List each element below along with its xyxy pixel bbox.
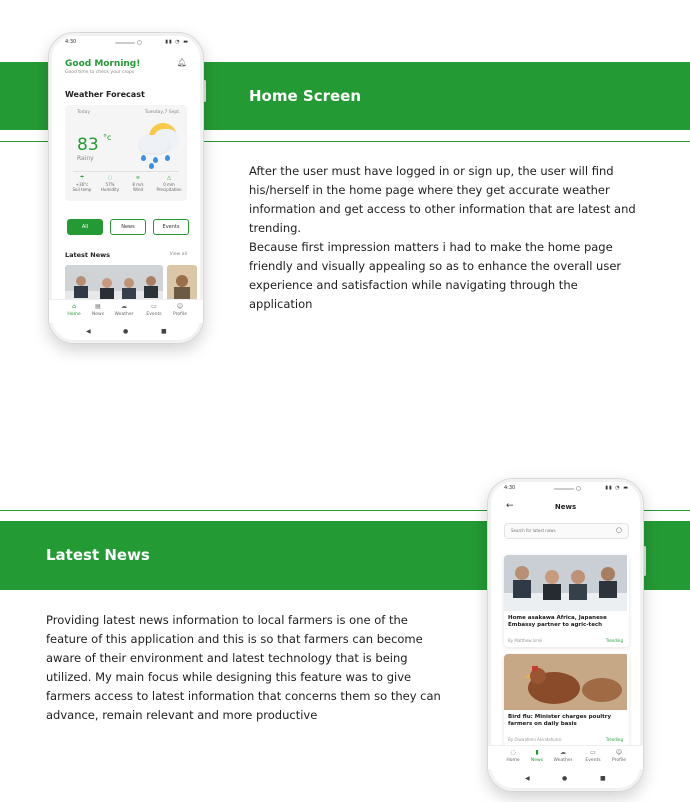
stat-soil-temp: ☂ +36°c Soil temp [69,176,95,193]
news-page-title: News [554,503,577,511]
weather-icon: ☁ [121,303,127,310]
profile-icon: ☺ [176,303,184,310]
back-icon[interactable]: ◀ [86,328,91,335]
filter-events-button[interactable]: Events [153,219,189,235]
news-icon: ▮ [535,749,539,756]
home-circle-icon[interactable]: ● [123,328,129,335]
wind-icon: ≋ [135,175,141,181]
weather-temperature: 83 [77,135,99,155]
news-icon: ▤ [95,303,101,310]
trending-badge: Trending [605,638,623,643]
weather-unit: °c [103,133,112,142]
trending-badge: Trending [605,737,623,742]
filter-news-button[interactable]: News [110,219,146,235]
news-card-byline: By Matthew Ismii [508,638,543,643]
nav-weather[interactable]: ☁ Weather [553,749,573,763]
home-screen-description [249,162,639,314]
search-input[interactable] [511,528,601,533]
weather-date: Tuesday,7 Sept [144,110,179,115]
news-card-byline: By Oluwafemi Akindahunsi [508,737,562,742]
back-arrow-icon[interactable]: ← [506,501,514,511]
news-thumbnail[interactable] [65,265,163,303]
news-thumbnail[interactable] [167,265,197,303]
notification-bell-icon[interactable]: 🔔︎ [176,58,187,67]
back-icon[interactable]: ◀ [525,775,530,782]
bottom-navigation [49,299,203,323]
signal-battery-icon: ▮▮ ◔ ▬ [605,485,629,491]
speaker-grille [554,488,574,490]
news-card-title: Home asakawa Africa, Japanese Embassy partner to agric-tech [508,615,607,628]
events-icon: ▭ [151,303,157,310]
raindrop-shape [165,155,170,161]
cloud-shape [139,135,169,153]
home-screen-paragraph-2: Because first impression matters i had to make the home page friendly and visually appealing so as to enhance the overall user experience and satisfaction while navigating through the application [249,240,622,311]
weather-forecast-title: Weather Forecast [65,90,145,99]
status-time: 4:30 [504,485,516,491]
nav-home[interactable]: ⌂ Home [63,303,85,319]
profile-icon: ☺ [615,749,623,756]
humidity-icon: ◌ [107,175,113,181]
nav-news[interactable]: ▤ News [87,303,109,319]
system-navigation [49,326,203,340]
recents-icon[interactable]: ■ [600,775,606,782]
latest-news-description: Providing latest news information to local farmers is one of the feature of this application and this is so that farmers can become aware of their environment and latest technology that is being utilized. My main focus while designing this feature was to give farmers access to latest information that concerns them so they can advance, remain relevant and more productive [46,613,441,722]
raindrop-shape [149,163,154,169]
search-icon[interactable]: ○ [615,526,622,534]
weather-icon: ☁ [560,749,566,756]
news-photo [167,265,197,303]
nav-news[interactable]: ▮ News [526,749,548,765]
status-bar [49,39,203,47]
greeting-subtitle: Good time to check your crops [65,70,135,75]
events-icon: ▭ [590,749,596,756]
home-screen-title: Home Screen [249,87,362,105]
stat-wind: ≋ 8 m/s Wind [125,176,151,193]
recents-icon[interactable]: ■ [161,328,167,335]
status-time: 4:30 [65,39,77,45]
view-all-link[interactable]: View all [169,252,187,257]
stat-precipitation: △ 0 mm Precipitation [153,176,185,193]
raindrop-shape [141,155,146,161]
news-card[interactable] [504,654,629,746]
home-icon: ⌂ [72,303,76,310]
status-bar [488,485,643,493]
nav-home[interactable]: ◌ Home [502,749,524,765]
news-card-title: Bird flu: Minister charges poultry farmers on daily basis [508,714,612,727]
camera-icon [137,40,142,45]
latest-news-title: Latest News [46,546,150,564]
nav-profile[interactable]: ☺ Profile [608,749,630,765]
system-navigation [488,773,643,787]
business-meeting-image [504,555,627,611]
signal-battery-icon: ▮▮ ◔ ▬ [165,39,189,45]
home-icon: ◌ [510,749,516,756]
nav-events[interactable]: ▭ Events [582,749,604,765]
home-phone-mockup [48,32,204,344]
stat-humidity: ◌ 57% Humidity [97,176,123,193]
filter-all-button[interactable]: All [67,219,103,235]
poultry-image [504,654,627,710]
home-screen-paragraph-1: After the user must have logged in or sign up, the user will find his/herself in the home page where they get accurate weather information and get access to other information that are latest and trending. [249,164,636,235]
weather-day: Today [77,110,91,115]
precipitation-icon: △ [167,175,171,181]
camera-icon [576,486,581,491]
news-phone-mockup [487,478,644,792]
nav-profile[interactable]: ☺ Profile [169,303,191,319]
thermometer-icon: ☂ [79,175,85,181]
news-card[interactable] [504,555,629,647]
weather-card[interactable] [65,105,187,201]
greeting-title: Good Morning! [65,59,141,69]
business-meeting-image [65,265,163,303]
home-circle-icon[interactable]: ● [562,775,568,782]
latest-news-heading: Latest News [65,251,111,259]
news-search-bar[interactable] [504,523,629,539]
bottom-navigation [488,745,643,769]
raindrop-shape [153,157,158,163]
nav-events[interactable]: ▭ Events [143,303,165,319]
nav-weather[interactable]: ☁ Weather [114,303,134,317]
speaker-grille [115,42,135,44]
weather-divider [73,171,179,172]
weather-condition: Rainy [77,155,94,162]
